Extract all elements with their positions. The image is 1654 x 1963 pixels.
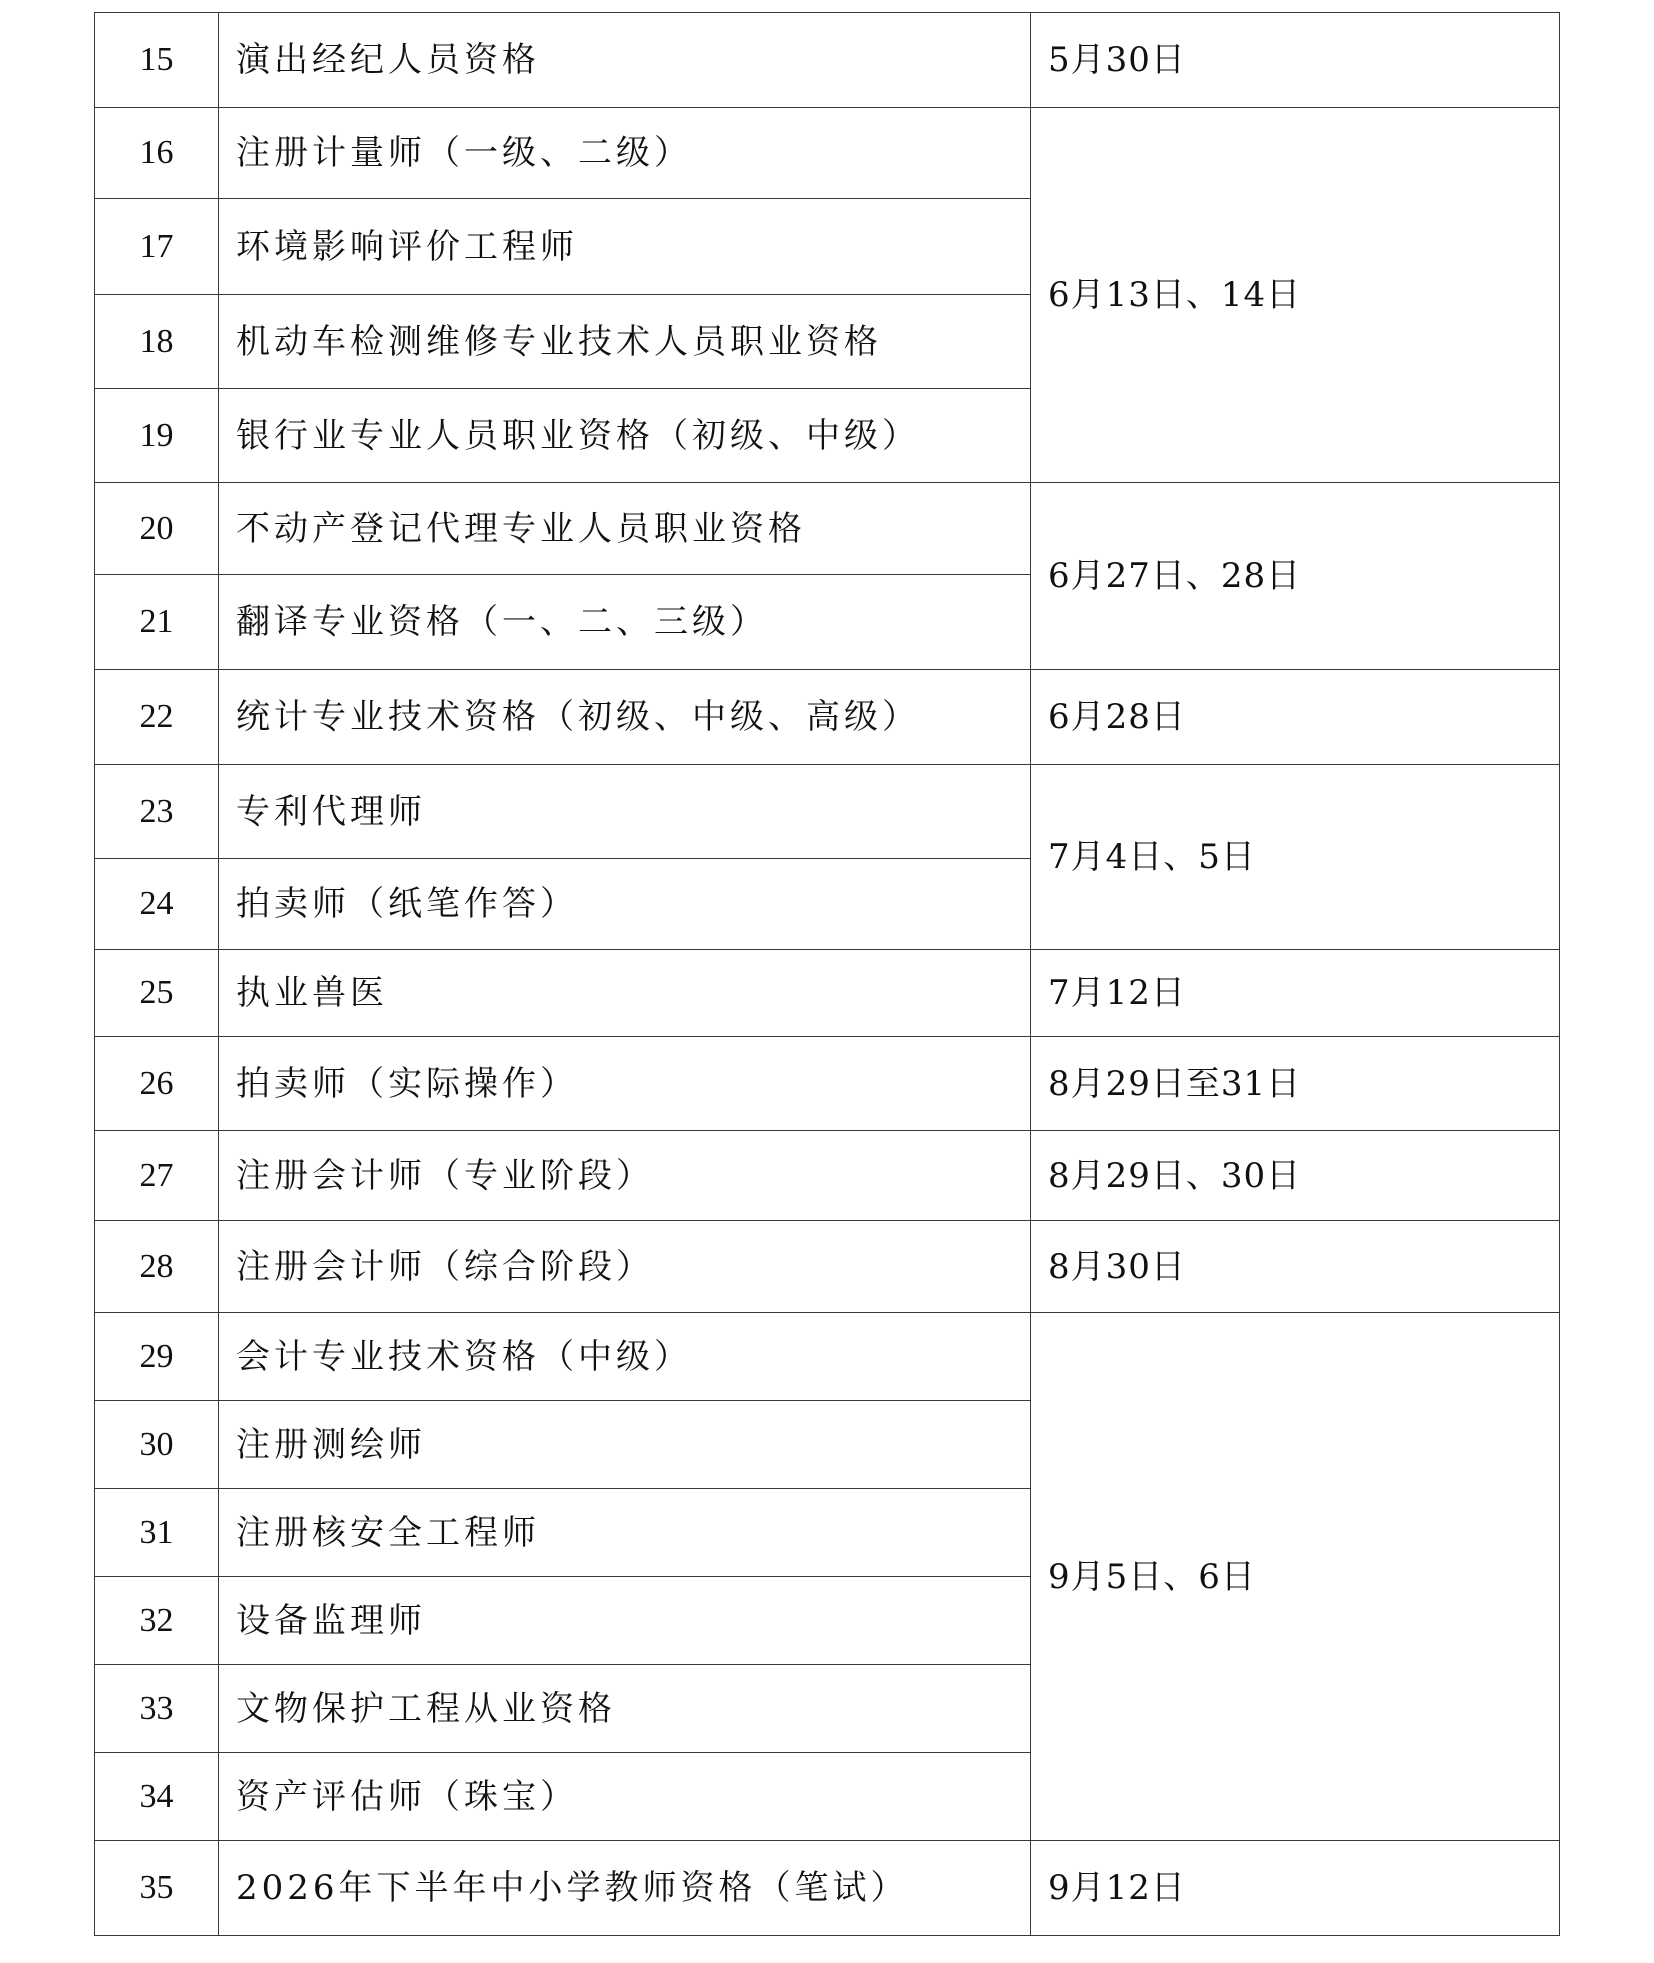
exam-name: 设备监理师 (219, 1577, 1031, 1665)
table-row (95, 483, 1560, 575)
row-number: 25 (95, 950, 219, 1037)
exam-date: 6月28日 (1031, 670, 1560, 765)
table-row (95, 108, 1560, 199)
table-row (95, 765, 1560, 859)
row-number: 33 (95, 1665, 219, 1753)
exam-name: 注册核安全工程师 (219, 1489, 1031, 1577)
row-number: 19 (95, 389, 219, 483)
exam-name: 环境影响评价工程师 (219, 199, 1031, 295)
row-number: 35 (95, 1841, 219, 1936)
exam-date: 8月30日 (1031, 1221, 1560, 1313)
exam-name: 不动产登记代理专业人员职业资格 (219, 483, 1031, 575)
exam-date: 9月5日、6日 (1031, 1313, 1560, 1841)
row-number: 21 (95, 575, 219, 670)
table-row (95, 1037, 1560, 1131)
row-number: 22 (95, 670, 219, 765)
exam-date: 5月30日 (1031, 13, 1560, 108)
row-number: 20 (95, 483, 219, 575)
exam-name: 机动车检测维修专业技术人员职业资格 (219, 295, 1031, 389)
row-number: 34 (95, 1753, 219, 1841)
exam-name: 专利代理师 (219, 765, 1031, 859)
exam-name: 统计专业技术资格（初级、中级、高级） (219, 670, 1031, 765)
exam-name: 资产评估师（珠宝） (219, 1753, 1031, 1841)
exam-name: 银行业专业人员职业资格（初级、中级） (219, 389, 1031, 483)
table-row (95, 1841, 1560, 1936)
table-row (95, 1131, 1560, 1221)
exam-name: 演出经纪人员资格 (219, 13, 1031, 108)
row-number: 15 (95, 13, 219, 108)
row-number: 28 (95, 1221, 219, 1313)
row-number: 23 (95, 765, 219, 859)
table-row (95, 950, 1560, 1037)
exam-name: 翻译专业资格（一、二、三级） (219, 575, 1031, 670)
exam-date: 8月29日至31日 (1031, 1037, 1560, 1131)
exam-name: 注册会计师（综合阶段） (219, 1221, 1031, 1313)
table-row (95, 1221, 1560, 1313)
row-number: 30 (95, 1401, 219, 1489)
exam-name: 拍卖师（纸笔作答） (219, 859, 1031, 950)
exam-date: 6月13日、14日 (1031, 108, 1560, 483)
exam-date: 8月29日、30日 (1031, 1131, 1560, 1221)
exam-name: 注册测绘师 (219, 1401, 1031, 1489)
row-number: 24 (95, 859, 219, 950)
exam-name: 注册计量师（一级、二级） (219, 108, 1031, 199)
exam-date: 9月12日 (1031, 1841, 1560, 1936)
exam-date: 7月12日 (1031, 950, 1560, 1037)
table-row (95, 13, 1560, 108)
exam-date: 7月4日、5日 (1031, 765, 1560, 950)
row-number: 32 (95, 1577, 219, 1665)
exam-name: 2026年下半年中小学教师资格（笔试） (219, 1841, 1031, 1936)
row-number: 31 (95, 1489, 219, 1577)
exam-schedule-table (94, 12, 1560, 1936)
row-number: 27 (95, 1131, 219, 1221)
exam-date: 6月27日、28日 (1031, 483, 1560, 670)
row-number: 29 (95, 1313, 219, 1401)
row-number: 16 (95, 108, 219, 199)
row-number: 17 (95, 199, 219, 295)
row-number: 26 (95, 1037, 219, 1131)
exam-name: 会计专业技术资格（中级） (219, 1313, 1031, 1401)
exam-name: 拍卖师（实际操作） (219, 1037, 1031, 1131)
exam-name: 注册会计师（专业阶段） (219, 1131, 1031, 1221)
exam-schedule-body (95, 13, 1560, 1936)
table-row (95, 1313, 1560, 1401)
table-row (95, 670, 1560, 765)
exam-name: 文物保护工程从业资格 (219, 1665, 1031, 1753)
row-number: 18 (95, 295, 219, 389)
exam-name: 执业兽医 (219, 950, 1031, 1037)
